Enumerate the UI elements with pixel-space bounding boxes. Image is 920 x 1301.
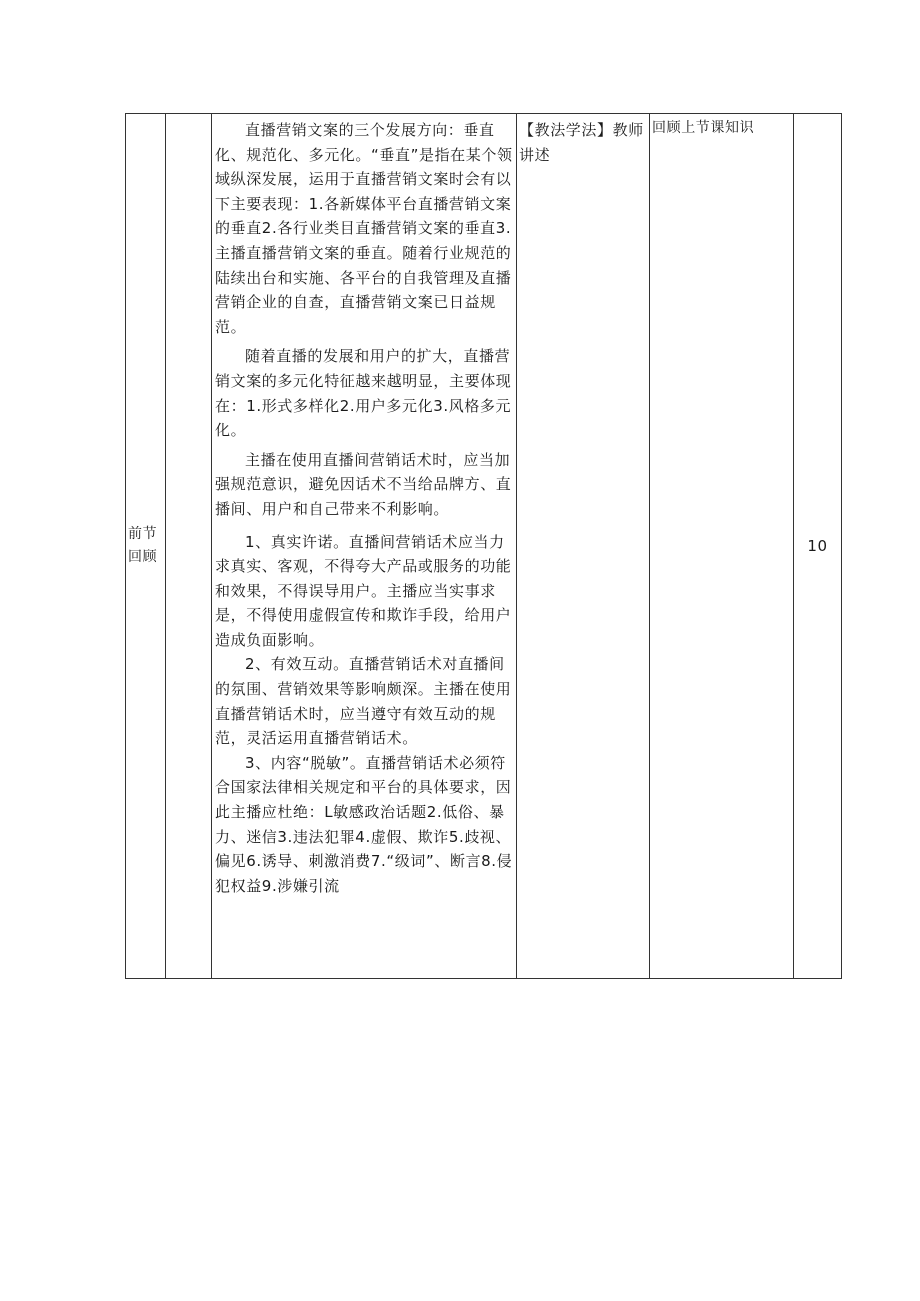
content-paragraph: 直播营销文案的三个发展方向：垂直化、规范化、多元化。“垂直”是指在某个领域纵深发展，运用于直播营销文案时会有以下主要表现：1.各新媒体平台直播营销文案的垂直2.各行业类目直播营销文案的垂直3.主播直播营销文案的垂直。随着行业规范的陆续出台和实施、各平台的自我管理及直播营销企业的自查，直播营销文案已日益规范。 xyxy=(215,121,513,336)
content-paragraph: 主播在使用直播间营销话术时，应当加强规范意识，避免因话术不当给品牌方、直播间、用户和自己带来不利影响。 xyxy=(215,450,512,518)
teaching-method: 【教法学法】教师讲述 xyxy=(517,114,650,979)
section-label: 前节回顾 xyxy=(126,114,166,979)
table-row xyxy=(126,114,842,979)
time-minutes: 10 xyxy=(794,114,842,979)
content-cell xyxy=(212,114,517,979)
empty-cell xyxy=(166,114,212,979)
content-paragraph: 2、有效互动。直播营销话术对直播间的氛围、营销效果等影响颇深。主播在使用直播营销话术时，应当遵守有效互动的规范，灵活运用直播营销话术。 xyxy=(215,655,512,748)
content-paragraph: 随着直播的发展和用户的扩大，直播营销文案的多元化特征越来越明显，主要体现在：1.形式多样化2.用户多元化3.风格多元化。 xyxy=(215,347,512,440)
content-paragraph: 1、真实许诺。直播间营销话术应当力求真实、客观，不得夸大产品或服务的功能和效果，不得误导用户。主播应当实事求是，不得使用虚假宣传和欺诈手段，给用户造成负面影响。 xyxy=(215,532,512,649)
review-note: 回顾上节课知识 xyxy=(650,114,794,979)
content-paragraph: 3、内容“脱敏”。直播营销话术必须符合国家法律相关规定和平台的具体要求，因此主播应杜绝：L敏感政治话题2.低俗、暴力、迷信3.违法犯罪4.虚假、欺诈5.歧视、偏见6.诱导、刺激消费7.“级词”、断言8.侵犯权益9.涉嫌引流 xyxy=(215,753,513,895)
lesson-plan-table xyxy=(125,113,842,979)
